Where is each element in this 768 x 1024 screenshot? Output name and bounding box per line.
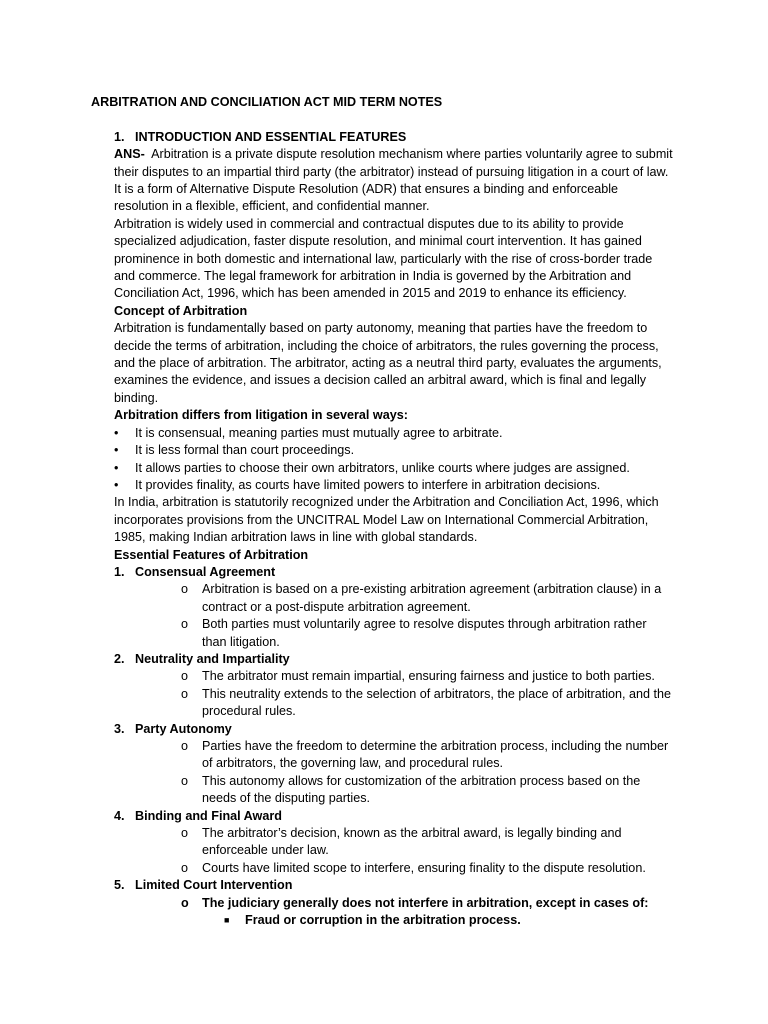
circle-marker: o xyxy=(181,895,189,910)
list-item-text: Both parties must voluntarily agree to resolve disputes through arbitration rather than litigation. xyxy=(202,617,647,649)
intro-text: Arbitration is a private dispute resolution mechanism where parties voluntarily agree to submit their disputes to an impartial third party (the arbitrator) instead of pursuing litigation in a court of law. It is a form of Alternative Dispute Resolution (ADR) that ensures a binding and enforceable resolution in a flexible, efficient, and confidential manner. xyxy=(114,147,673,214)
list-item xyxy=(181,738,674,773)
list-item xyxy=(181,895,674,912)
list-item-text: Courts have limited scope to interfere, ensuring finality to the dispute resolution. xyxy=(202,860,646,875)
list-item-text: The arbitrator’s decision, known as the arbitral award, is legally binding and enforceable under law. xyxy=(202,826,622,858)
list-item xyxy=(114,460,674,477)
feature-heading xyxy=(114,877,674,894)
list-item xyxy=(181,773,674,808)
usage-paragraph: Arbitration is widely used in commercial and contractual disputes due to its ability to provide specialized adjudication, faster dispute resolution, and minimal court intervention. It has gained prominence in both domestic and international law, particularly with the rise of cross-border trade and commerce. The legal framework for arbitration in India is governed by the Arbitration and Conciliation Act, 1996, which has been amended in 2015 and 2019 to enhance its efficiency. xyxy=(114,216,653,301)
circle-marker: o xyxy=(181,773,189,788)
feature-heading xyxy=(114,564,674,581)
feature-sub-points xyxy=(114,912,674,929)
list-item-text: Parties have the freedom to determine the arbitration process, including the number of arbitrators, the governing law, and procedural rules. xyxy=(202,739,669,771)
intro-paragraph xyxy=(114,146,674,216)
bullet-marker: • xyxy=(114,425,119,440)
list-item xyxy=(181,860,674,877)
feature-heading xyxy=(114,651,674,668)
circle-marker: o xyxy=(181,860,189,875)
feature-title: Consensual Agreement xyxy=(135,564,276,579)
feature-title: Limited Court Intervention xyxy=(135,878,293,893)
list-item xyxy=(181,581,674,616)
document-title: ARBITRATION AND CONCILIATION ACT MID TERM NOTES xyxy=(91,95,443,109)
india-paragraph: In India, arbitration is statutorily recognized under the Arbitration and Conciliation Act, 1996, which incorporates provisions from the UNCITRAL Model Law on International Commercial Arbitration, 1985, making Indian arbitration laws in line with global standards. xyxy=(114,495,659,545)
circle-marker: o xyxy=(181,826,189,841)
concept-heading: Concept of Arbitration xyxy=(114,303,248,318)
list-item-text: It is consensual, meaning parties must mutually agree to arbitrate. xyxy=(135,425,503,440)
feature-title: Party Autonomy xyxy=(135,721,232,736)
feature-number: 3. xyxy=(114,721,125,736)
list-item-text: This neutrality extends to the selection of arbitrators, the place of arbitration, and the procedural rules. xyxy=(202,686,672,719)
list-item xyxy=(114,425,674,442)
differs-heading: Arbitration differs from litigation in several ways: xyxy=(114,408,408,423)
differs-list xyxy=(114,425,674,495)
list-item-text: Arbitration is based on a pre-existing arbitration agreement (arbitration clause) in a contract or a post-dispute arbitration agreement. xyxy=(202,582,662,614)
feature-number: 4. xyxy=(114,808,125,823)
ans-label: ANS- xyxy=(114,147,145,162)
section-title: INTRODUCTION AND ESSENTIAL FEATURES xyxy=(135,129,407,144)
list-item xyxy=(114,442,674,459)
bullet-marker: • xyxy=(114,460,119,475)
list-item-text: It provides finality, as courts have limited powers to interfere in arbitration decisions. xyxy=(135,477,601,492)
list-item-text: Fraud or corruption in the arbitration process. xyxy=(245,913,521,928)
circle-marker: o xyxy=(181,686,189,701)
bullet-marker: • xyxy=(114,477,119,492)
feature-title: Binding and Final Award xyxy=(135,808,282,823)
features-heading: Essential Features of Arbitration xyxy=(114,547,309,562)
feature-points xyxy=(114,668,674,720)
feature-title: Neutrality and Impartiality xyxy=(135,651,290,666)
list-item-text: It allows parties to choose their own arbitrators, unlike courts where judges are assigned. xyxy=(135,460,630,475)
circle-marker: o xyxy=(181,617,189,632)
bullet-marker: • xyxy=(114,443,119,458)
feature-number: 1. xyxy=(114,564,125,579)
feature-points xyxy=(114,738,674,808)
list-item xyxy=(181,825,674,860)
feature-points xyxy=(114,825,674,877)
list-item xyxy=(181,668,674,685)
section-heading xyxy=(114,129,674,146)
list-item-text: It is less formal than court proceedings. xyxy=(135,443,355,458)
document-body xyxy=(114,94,674,929)
feature-number: 2. xyxy=(114,651,125,666)
feature-points xyxy=(114,581,674,651)
list-item xyxy=(181,686,674,721)
feature-number: 5. xyxy=(114,878,125,893)
list-item-text: This autonomy allows for customization of the arbitration process based on the needs of the disputing parties. xyxy=(202,773,641,806)
circle-marker: o xyxy=(181,582,189,597)
feature-heading xyxy=(114,808,674,825)
feature-heading xyxy=(114,721,674,738)
list-item xyxy=(114,477,674,494)
list-item-text: The arbitrator must remain impartial, ensuring fairness and justice to both parties. xyxy=(202,669,655,684)
feature-points xyxy=(114,895,674,912)
circle-marker: o xyxy=(181,669,189,684)
concept-paragraph: Arbitration is fundamentally based on party autonomy, meaning that parties have the freedom to decide the terms of arbitration, including the choice of arbitrators, the rules governing the process, and the place of arbitration. The arbitrator, acting as a neutral third party, evaluates the arguments, examines the evidence, and issues a decision called an arbitral award, which is final and legally binding. xyxy=(114,321,662,405)
square-marker: ■ xyxy=(224,915,230,926)
list-item xyxy=(224,912,674,929)
circle-marker: o xyxy=(181,739,189,754)
list-item xyxy=(181,616,674,651)
list-item-text: The judiciary generally does not interfere in arbitration, except in cases of: xyxy=(202,895,649,910)
section-number: 1. xyxy=(114,129,125,144)
